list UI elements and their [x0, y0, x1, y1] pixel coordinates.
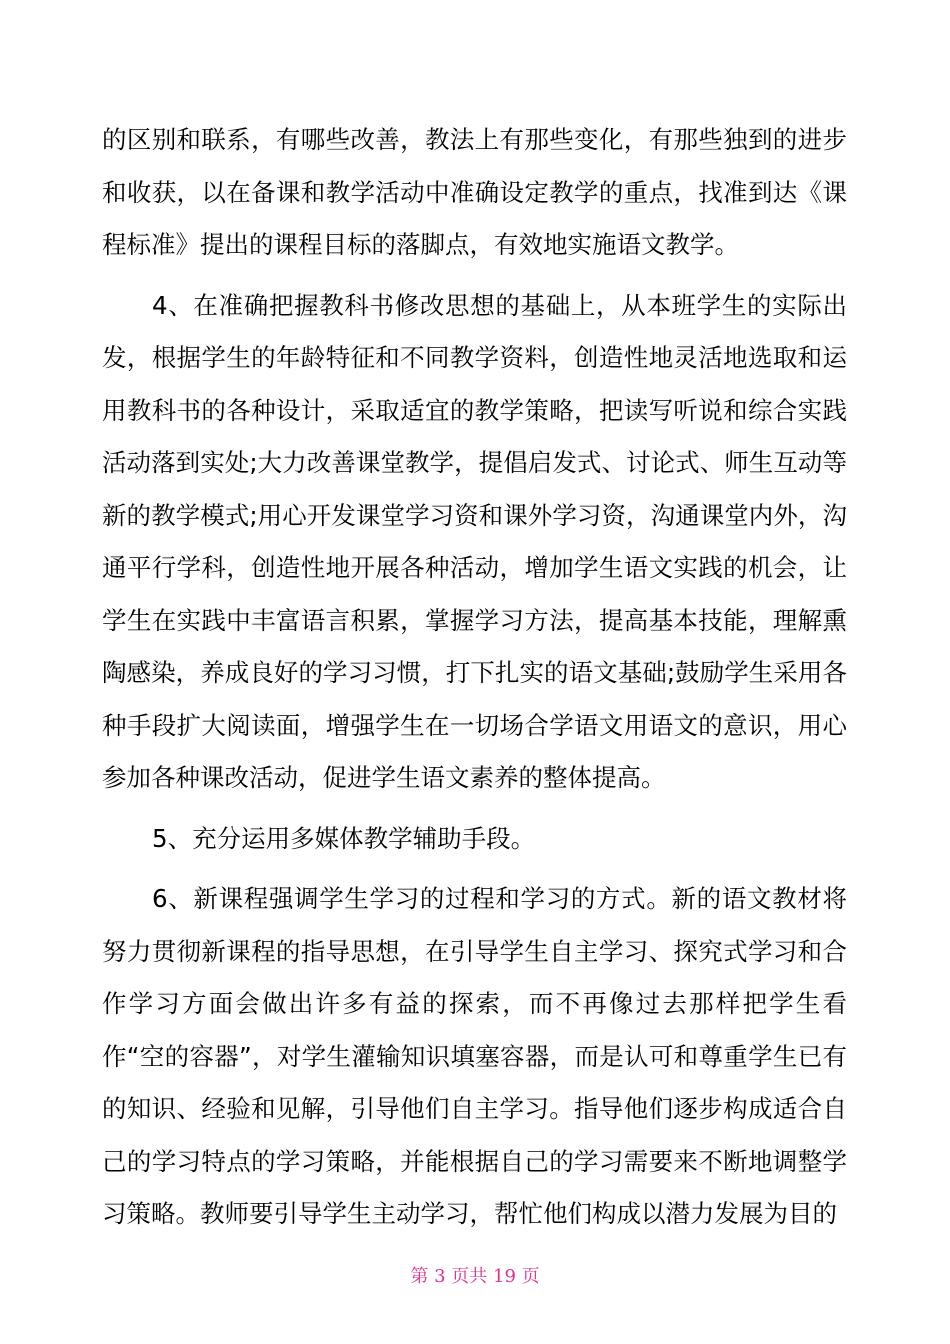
paragraph-item-4: 4、在准确把握教科书修改思想的基础上，从本班学生的实际出发，根据学生的年龄特征和不同教学资料，创造性地灵活地选取和运用教科书的各种设计，采取适宜的教学策略，把读写听说和综合实践活动落到实处;大力改善课堂教学，提倡启发式、讨论式、师生互动等新的教学模式;用心开发课堂学习资和课外学习资，沟通课堂内外，沟通平行学科，创造性地开展各种活动，增加学生语文实践的机会，让学生在实践中丰富语言积累，掌握学习方法，提高基本技能，理解熏陶感染，养成良好的学习习惯，打下扎实的语文基础;鼓励学生采用各种手段扩大阅读面，增强学生在一切场合学语文用语文的意识，用心参加各种课改活动，促进学生语文素养的整体提高。	[102, 290, 847, 792]
paragraph-item-5: 5、充分运用多媒体教学辅助手段。	[152, 823, 536, 853]
page-number-footer: 第 3 页共 19 页	[410, 1266, 540, 1287]
paragraph-continuation: 的区别和联系，有哪些改善，教法上有那些变化，有那些独到的进步和收获，以在备课和教学活动中准确设定教学的重点，找准到达《课程标准》提出的课程目标的落脚点，有效地实施语文教学。	[102, 125, 847, 259]
paragraph-item-6: 6、新课程强调学生学习的过程和学习的方式。新的语文教材将努力贯彻新课程的指导思想，在引导学生自主学习、探究式学习和合作学习方面会做出许多有益的探索，而不再像过去那样把学生看作“空的容器”，对学生灌输知识填塞容器，而是认可和尊重学生已有的知识、经验和见解，引导他们自主学习。指导他们逐步构成适合自己的学习特点的学习策略，并能根据自己的学习需要来不断地调整学习策略。教师要引导学生主动学习，帮忙他们构成以潜力发展为目的	[102, 884, 847, 1228]
document-body	[102, 114, 847, 1249]
